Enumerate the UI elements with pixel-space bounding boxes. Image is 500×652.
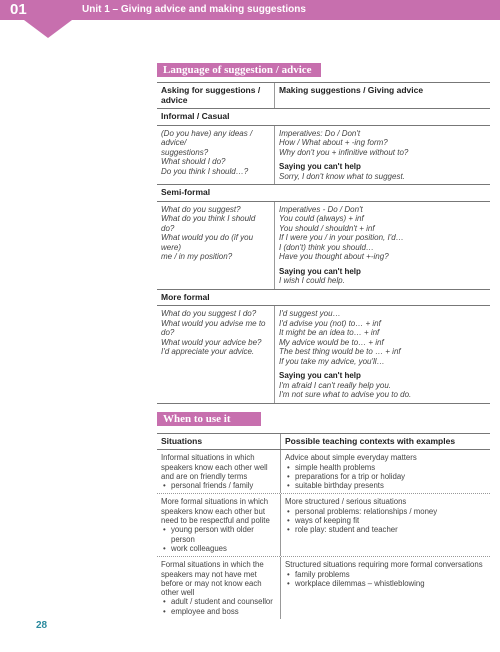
phrase: Do you think I should…? (161, 166, 249, 176)
phrase: What would your advice be? (161, 337, 262, 347)
language-section-banner: Language of suggestion / advice (157, 63, 321, 77)
context-bullet: • simple health problems (295, 463, 486, 472)
situation-text: Informal situations in which speakers know each other well and are on friendly terms (161, 453, 268, 481)
phrase: You should / shouldn't + inf (279, 223, 375, 233)
situation-bullet: • personal friends / family (171, 481, 276, 490)
situation-bullet: • employee and boss (171, 607, 276, 616)
column-header: Possible teaching contexts with examples (285, 436, 456, 446)
phrase: You could (always) + inf (279, 214, 364, 223)
phrase: Why don't you + infinitive without to? (279, 147, 409, 157)
when-row (157, 450, 490, 494)
making-phrases (275, 202, 490, 289)
register-label: Informal / Casual (157, 109, 490, 126)
phrase: What do you suggest? (161, 204, 241, 214)
situation-cell (157, 450, 281, 493)
unit-number: 01 (10, 1, 27, 18)
situation-text: More formal situations in which speakers know each other but need to be respectful and polite (161, 497, 270, 526)
phrase: How / What about + -ing form? (279, 138, 388, 147)
phrase: suggestions? (161, 147, 209, 157)
register-label: Semi-formal (157, 185, 490, 202)
making-phrases (275, 126, 490, 185)
context-text: Structured situations requiring more formal conversations (285, 560, 483, 570)
context-bullet: • family problems (295, 570, 486, 579)
phrase: If I were you / in your position, I'd… (279, 233, 404, 242)
phrase: I'd suggest you… (279, 309, 341, 318)
context-bullet: • ways of keeping fit (295, 516, 486, 525)
asking-phrases (157, 202, 275, 289)
when-section-banner: When to use it (157, 412, 261, 426)
cant-help-heading: Saying you can't help (279, 162, 361, 171)
cant-help-heading: Saying you can't help (279, 266, 361, 276)
situation-text: Formal situations in which the speakers may not have met before or may not know each other well (161, 560, 264, 598)
phrase: I wish I could help. (279, 276, 345, 285)
context-bullet: • role play: student and teacher (295, 525, 486, 534)
language-row (157, 306, 490, 404)
phrase: Sorry, I don't know what to suggest. (279, 171, 405, 181)
context-bullet: • workplace dilemmas – whistleblowing (295, 579, 486, 588)
context-cell (281, 494, 490, 556)
phrase: What do you suggest I do? (161, 309, 257, 318)
phrase: I'm not sure what to advise you to do. (279, 390, 412, 399)
unit-header-tab (24, 20, 72, 38)
when-row (157, 494, 490, 557)
when-table-header (157, 434, 490, 450)
language-table (157, 82, 490, 404)
phrase: Imperatives: Do / Don't (279, 128, 361, 138)
phrase: I (don't) think you should… (279, 242, 374, 252)
cant-help-heading: Saying you can't help (279, 371, 361, 380)
phrase: What do you think I should do? (161, 214, 256, 233)
phrase: Have you thought about +-ing? (279, 252, 389, 261)
phrase: I'd advise you (not) to… + inf (279, 318, 381, 328)
phrase: The best thing would be to … + inf (279, 347, 401, 356)
phrase: (Do you have) any ideas / advice/ (161, 128, 253, 147)
situation-bullet: • adult / student and counsellor (171, 597, 276, 606)
when-row (157, 557, 490, 619)
phrase: It might be an idea to… + inf (279, 328, 380, 337)
context-text: More structured / serious situations (285, 497, 407, 507)
phrase: If you take my advice, you'll… (279, 356, 385, 366)
situation-cell (157, 494, 281, 556)
column-header: Asking for suggestions / advice (157, 83, 275, 108)
phrase: My advice would be to… + inf (279, 337, 384, 347)
context-text: Advice about simple everyday matters (285, 453, 417, 463)
asking-phrases (157, 306, 275, 403)
context-bullet: • suitable birthday presents (295, 481, 486, 490)
context-bullet: • personal problems: relationships / money (295, 507, 486, 516)
context-bullet: • preparations for a trip or holiday (295, 472, 486, 481)
phrase: I'd appreciate your advice. (161, 347, 255, 356)
phrase: What would you advise me to (161, 318, 266, 328)
phrase: Imperatives - Do / Don't (279, 204, 363, 214)
when-table (157, 433, 490, 619)
page-number: 28 (36, 620, 48, 631)
phrase: What would you do (if you were) (161, 233, 254, 252)
phrase: do? (161, 328, 175, 337)
phrase: What should I do? (161, 157, 226, 166)
situation-bullet: • work colleagues (171, 544, 276, 553)
making-phrases (275, 306, 490, 403)
language-row (157, 202, 490, 290)
situation-cell (157, 557, 281, 619)
phrase: I'm afraid I can't really help you. (279, 380, 391, 390)
column-header: Situations (157, 434, 281, 449)
phrase: me / in my position? (161, 252, 233, 261)
unit-title: Unit 1 – Giving advice and making suggestions (82, 4, 306, 15)
asking-phrases (157, 126, 275, 185)
column-header: Making suggestions / Giving advice (279, 85, 424, 95)
situation-bullet: • young person with older person (171, 525, 276, 544)
language-table-header (157, 83, 490, 109)
language-row (157, 126, 490, 186)
register-label: More formal (157, 290, 490, 307)
context-cell (281, 450, 490, 493)
context-cell (281, 557, 490, 619)
